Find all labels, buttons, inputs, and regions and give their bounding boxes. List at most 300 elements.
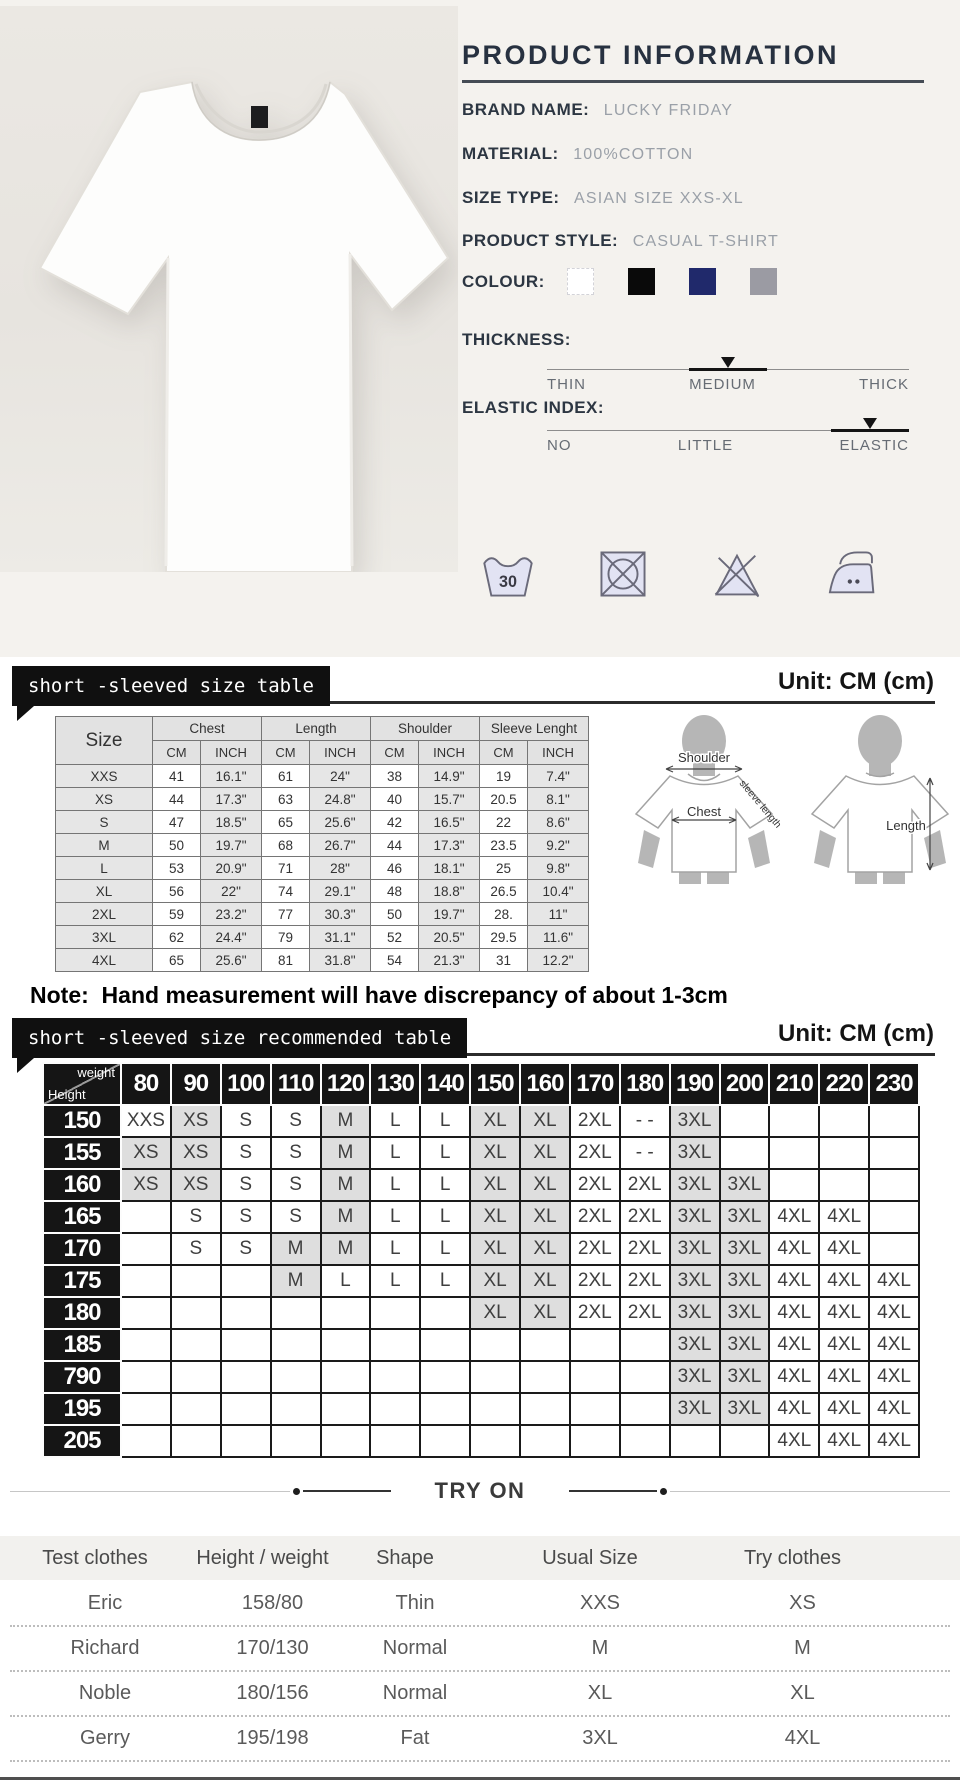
tryon-cell: Richard <box>70 1637 140 1659</box>
recommend-size-cell: 3XL <box>720 1233 770 1265</box>
tryon-cell: XXS <box>579 1592 621 1614</box>
thickness-marker <box>689 368 767 371</box>
recommend-size-cell <box>271 1329 321 1361</box>
weight-header-cell: 170 <box>570 1063 620 1105</box>
tryon-header-cell: Shape <box>376 1546 434 1569</box>
recommend-size-cell <box>769 1169 819 1201</box>
recommend-size-cell: XL <box>470 1201 520 1233</box>
recommend-size-cell: 4XL <box>769 1297 819 1329</box>
recommend-size-cell <box>470 1329 520 1361</box>
tryon-row <box>10 1582 950 1627</box>
size-value-cell: 40 <box>371 788 419 811</box>
height-header-cell: 165 <box>43 1201 121 1233</box>
recommend-size-cell <box>271 1361 321 1393</box>
height-header-cell: 195 <box>43 1393 121 1425</box>
recommend-size-cell: L <box>370 1233 420 1265</box>
size-value-cell: 7.4" <box>528 765 589 788</box>
size-value-cell: 9.2" <box>528 834 589 857</box>
divider-dot-right <box>660 1488 667 1495</box>
recommend-size-cell <box>869 1233 919 1265</box>
recommend-size-cell: S <box>271 1105 321 1137</box>
size-value-cell: 68 <box>262 834 310 857</box>
recommend-size-cell: XL <box>520 1297 570 1329</box>
recommend-row <box>43 1233 919 1265</box>
size-value-cell: 18.8" <box>419 880 480 903</box>
recommend-size-cell <box>221 1265 271 1297</box>
recommend-table-unit: Unit: CM (cm) <box>778 1020 934 1047</box>
size-value-cell: 47 <box>153 811 201 834</box>
weight-header-cell: 150 <box>470 1063 520 1105</box>
size-table-subheader: CM <box>262 741 310 765</box>
recommend-size-cell: L <box>420 1169 470 1201</box>
recommend-size-cell: M <box>321 1201 371 1233</box>
recommend-size-cell <box>370 1393 420 1425</box>
size-value-cell: 61 <box>262 765 310 788</box>
recommend-size-cell <box>221 1425 271 1457</box>
recommend-size-cell: M <box>321 1233 371 1265</box>
size-value-cell: 29.5 <box>480 926 528 949</box>
recommend-size-cell <box>520 1329 570 1361</box>
recommend-size-cell: 3XL <box>670 1297 720 1329</box>
corner-height-label: Height <box>48 1087 86 1102</box>
elastic-slider <box>547 430 909 431</box>
tryon-cell: Normal <box>382 1637 448 1659</box>
size-table-row <box>56 949 589 972</box>
height-header-cell: 150 <box>43 1105 121 1137</box>
recommend-size-cell <box>420 1393 470 1425</box>
recommend-size-cell: 2XL <box>570 1169 620 1201</box>
recommend-size-cell <box>819 1169 869 1201</box>
back-figure <box>812 715 948 884</box>
size-section-rule <box>300 701 935 704</box>
size-value-cell: 8.6" <box>528 811 589 834</box>
recommend-size-cell: XS <box>171 1137 221 1169</box>
recommend-size-cell <box>520 1393 570 1425</box>
size-value-cell: 59 <box>153 903 201 926</box>
recommend-size-cell: L <box>370 1105 420 1137</box>
height-header-cell: 790 <box>43 1361 121 1393</box>
recommend-size-cell: S <box>221 1233 271 1265</box>
tryon-cell: M <box>794 1637 811 1659</box>
recommend-size-cell: XXS <box>121 1105 171 1137</box>
size-table-subheader: CM <box>371 741 419 765</box>
recommend-size-cell: L <box>420 1201 470 1233</box>
recommend-size-cell <box>221 1393 271 1425</box>
size-value-cell: 24" <box>310 765 371 788</box>
recommend-size-cell: XL <box>520 1137 570 1169</box>
recommend-size-cell <box>370 1361 420 1393</box>
size-cell: 3XL <box>56 926 153 949</box>
recommend-size-cell: XL <box>520 1233 570 1265</box>
size-value-cell: 25.6" <box>201 949 262 972</box>
recommend-size-cell <box>869 1169 919 1201</box>
page-title: PRODUCT INFORMATION <box>462 40 839 70</box>
size-cell: M <box>56 834 153 857</box>
divider-line-right <box>670 1491 950 1492</box>
recommend-row <box>43 1297 919 1329</box>
size-value-cell: 30.3" <box>310 903 371 926</box>
size-value-cell: 22 <box>480 811 528 834</box>
recommend-size-cell <box>570 1361 620 1393</box>
recommend-size-cell: 3XL <box>670 1265 720 1297</box>
recommend-size-cell <box>720 1105 770 1137</box>
measurement-note: Note: Hand measurement will have discrepancy of about 1-3cm <box>30 982 728 1008</box>
recommend-size-cell: M <box>321 1169 371 1201</box>
size-value-cell: 9.8" <box>528 857 589 880</box>
recommend-size-cell: L <box>321 1265 371 1297</box>
size-table-ribbon: short -sleeved size table <box>12 666 330 706</box>
recommend-size-cell: XL <box>520 1169 570 1201</box>
tryon-cell: XS <box>789 1592 816 1614</box>
size-table-subheader: CM <box>153 741 201 765</box>
size-value-cell: 46 <box>371 857 419 880</box>
size-type-value: ASIAN SIZE XXS-XL <box>574 190 744 207</box>
height-header-cell: 155 <box>43 1137 121 1169</box>
thickness-label: THICKNESS: <box>462 330 571 349</box>
recommend-size-cell: XS <box>121 1169 171 1201</box>
height-header-cell: 175 <box>43 1265 121 1297</box>
weight-height-corner-cell <box>43 1063 121 1105</box>
height-header-cell: 185 <box>43 1329 121 1361</box>
size-value-cell: 20.5 <box>480 788 528 811</box>
recommend-size-cell <box>171 1425 221 1457</box>
iron-icon <box>824 546 880 602</box>
weight-header-cell: 160 <box>520 1063 570 1105</box>
size-table-subheader: INCH <box>201 741 262 765</box>
tryon-row <box>10 1672 950 1717</box>
size-value-cell: 53 <box>153 857 201 880</box>
recommend-size-cell <box>221 1361 271 1393</box>
recommend-size-cell <box>420 1297 470 1329</box>
recommend-size-cell: - - <box>620 1137 670 1169</box>
recommend-size-cell: M <box>271 1265 321 1297</box>
recommend-size-cell <box>171 1297 221 1329</box>
recommend-size-cell <box>570 1393 620 1425</box>
size-value-cell: 18.1" <box>419 857 480 880</box>
recommend-size-cell: XL <box>470 1105 520 1137</box>
recommend-size-cell <box>420 1361 470 1393</box>
recommend-size-cell <box>121 1265 171 1297</box>
size-value-cell: 41 <box>153 765 201 788</box>
weight-header-cell: 180 <box>620 1063 670 1105</box>
recommend-size-cell: 4XL <box>769 1329 819 1361</box>
size-value-cell: 48 <box>371 880 419 903</box>
weight-header-cell: 100 <box>221 1063 271 1105</box>
recommend-size-cell <box>171 1265 221 1297</box>
do-not-tumble-dry-icon <box>595 546 651 602</box>
recommend-size-cell: 2XL <box>570 1105 620 1137</box>
colour-swatches <box>567 268 777 295</box>
recommend-size-cell <box>570 1425 620 1457</box>
recommend-size-cell: 4XL <box>819 1265 869 1297</box>
elastic-option-little: LITTLE <box>677 437 734 454</box>
size-value-cell: 23.2" <box>201 903 262 926</box>
recommend-size-cell: 3XL <box>670 1361 720 1393</box>
tryon-header-cell: Test clothes <box>42 1546 148 1569</box>
size-value-cell: 74 <box>262 880 310 903</box>
size-value-cell: 52 <box>371 926 419 949</box>
tryon-title: TRY ON <box>434 1478 526 1503</box>
recommend-size-cell <box>171 1393 221 1425</box>
tryon-table-header <box>0 1536 960 1580</box>
recommend-size-cell: L <box>420 1265 470 1297</box>
recommend-row <box>43 1265 919 1297</box>
size-table-group-header: Sleeve Lenght <box>480 717 589 741</box>
size-table-row <box>56 903 589 926</box>
recommend-size-cell: XS <box>171 1169 221 1201</box>
size-table-row <box>56 765 589 788</box>
recommend-size-cell <box>570 1329 620 1361</box>
recommend-size-cell: XL <box>520 1105 570 1137</box>
recommend-size-cell: S <box>221 1137 271 1169</box>
colour-swatch-0 <box>567 268 594 295</box>
chest-diagram-label: Chest <box>687 804 721 819</box>
recommend-size-cell <box>420 1329 470 1361</box>
care-icons-row <box>480 546 880 602</box>
size-table-row <box>56 811 589 834</box>
recommend-size-cell <box>520 1425 570 1457</box>
recommend-size-cell: 3XL <box>670 1169 720 1201</box>
shoulder-diagram-label: Shoulder <box>677 750 731 765</box>
size-cell: 4XL <box>56 949 153 972</box>
recommend-size-cell <box>470 1425 520 1457</box>
size-value-cell: 17.3" <box>419 834 480 857</box>
recommend-size-cell: M <box>321 1105 371 1137</box>
thickness-option-thick: THICK <box>858 376 909 393</box>
brand-value: LUCKY FRIDAY <box>603 102 734 119</box>
recommend-size-cell <box>720 1137 770 1169</box>
product-style-field <box>462 231 779 251</box>
size-value-cell: 26.7" <box>310 834 371 857</box>
size-value-cell: 18.5" <box>201 811 262 834</box>
recommend-size-cell: XL <box>470 1169 520 1201</box>
recommend-size-cell: 4XL <box>819 1201 869 1233</box>
recommend-size-cell: 4XL <box>869 1425 919 1457</box>
product-style-label: PRODUCT STYLE: <box>462 231 619 250</box>
wash-30-icon <box>480 546 536 602</box>
recommend-size-cell: 4XL <box>869 1361 919 1393</box>
size-table-row <box>56 857 589 880</box>
size-table-subheader: CM <box>480 741 528 765</box>
recommend-size-cell: S <box>171 1233 221 1265</box>
size-value-cell: 56 <box>153 880 201 903</box>
size-value-cell: 8.1" <box>528 788 589 811</box>
size-value-cell: 23.5 <box>480 834 528 857</box>
weight-header-cell: 230 <box>869 1063 919 1105</box>
recommend-size-cell: L <box>420 1233 470 1265</box>
recommend-size-cell: XS <box>121 1137 171 1169</box>
size-value-cell: 15.7" <box>419 788 480 811</box>
size-value-cell: 44 <box>371 834 419 857</box>
elastic-pointer-icon <box>863 418 877 429</box>
size-table-unit: Unit: CM (cm) <box>778 668 934 695</box>
size-value-cell: 24.8" <box>310 788 371 811</box>
size-value-cell: 19.7" <box>419 903 480 926</box>
thickness-pointer-icon <box>721 357 735 368</box>
size-table-group-header: Chest <box>153 717 262 741</box>
recommend-size-cell: 4XL <box>769 1425 819 1457</box>
weight-header-cell: 220 <box>819 1063 869 1105</box>
size-type-field <box>462 188 744 208</box>
size-value-cell: 21.3" <box>419 949 480 972</box>
front-figure <box>636 715 783 884</box>
recommend-size-cell: 3XL <box>670 1201 720 1233</box>
recommend-size-cell <box>171 1329 221 1361</box>
recommend-size-cell: 3XL <box>720 1201 770 1233</box>
recommend-size-cell: XL <box>520 1201 570 1233</box>
size-recommend-table <box>42 1062 920 1458</box>
recommend-size-cell <box>121 1329 171 1361</box>
material-field <box>462 144 693 164</box>
recommend-size-cell: 4XL <box>769 1393 819 1425</box>
size-value-cell: 20.5" <box>419 926 480 949</box>
thickness-option-thin: THIN <box>547 376 586 393</box>
recommend-size-cell: 2XL <box>620 1169 670 1201</box>
size-value-cell: 71 <box>262 857 310 880</box>
recommend-size-cell <box>271 1425 321 1457</box>
recommend-size-cell: 4XL <box>869 1393 919 1425</box>
recommend-size-cell: 4XL <box>819 1329 869 1361</box>
recommend-size-cell <box>121 1393 171 1425</box>
tryon-cell: Eric <box>87 1592 123 1614</box>
recommend-size-cell <box>819 1105 869 1137</box>
size-cell: XXS <box>56 765 153 788</box>
recommend-size-cell: 4XL <box>869 1297 919 1329</box>
recommend-size-cell <box>321 1425 371 1457</box>
size-value-cell: 38 <box>371 765 419 788</box>
size-value-cell: 65 <box>262 811 310 834</box>
recommend-size-cell: 3XL <box>720 1393 770 1425</box>
recommend-size-cell: 4XL <box>819 1425 869 1457</box>
recommend-size-cell: 3XL <box>720 1169 770 1201</box>
size-cell: L <box>56 857 153 880</box>
recommend-size-cell: 3XL <box>720 1265 770 1297</box>
size-value-cell: 54 <box>371 949 419 972</box>
length-diagram-label: Length <box>886 818 926 833</box>
recommend-size-cell <box>420 1425 470 1457</box>
size-cell: 2XL <box>56 903 153 926</box>
recommend-size-cell: XL <box>470 1265 520 1297</box>
recommend-size-cell: 3XL <box>670 1393 720 1425</box>
size-value-cell: 81 <box>262 949 310 972</box>
sleeve-length-diagram-label: sleeve length <box>736 778 784 831</box>
recommend-size-cell: L <box>370 1201 420 1233</box>
elastic-option-elastic: ELASTIC <box>839 437 909 454</box>
recommend-size-cell: S <box>171 1201 221 1233</box>
tryon-divider <box>0 1478 960 1504</box>
tryon-cell: 158/80 <box>241 1592 304 1614</box>
recommend-size-cell: L <box>370 1137 420 1169</box>
recommend-size-cell <box>620 1425 670 1457</box>
material-label: MATERIAL: <box>462 144 559 163</box>
tryon-cell: Gerry <box>80 1727 130 1749</box>
corner-weight-label: weight <box>77 1065 115 1080</box>
tryon-table-body <box>0 1582 960 1762</box>
recommend-section-rule <box>432 1053 935 1056</box>
size-value-cell: 31.8" <box>310 949 371 972</box>
weight-header-cell: 80 <box>121 1063 171 1105</box>
recommend-size-cell <box>620 1361 670 1393</box>
size-table-row <box>56 834 589 857</box>
size-value-cell: 50 <box>153 834 201 857</box>
recommend-size-cell: 4XL <box>869 1265 919 1297</box>
recommend-size-cell <box>620 1393 670 1425</box>
size-value-cell: 25 <box>480 857 528 880</box>
recommend-size-cell <box>620 1329 670 1361</box>
recommend-size-cell: 4XL <box>819 1297 869 1329</box>
recommend-size-cell <box>720 1425 770 1457</box>
size-value-cell: 19 <box>480 765 528 788</box>
recommend-size-cell: 4XL <box>869 1329 919 1361</box>
size-table-group-header: Length <box>262 717 371 741</box>
divider-dot-left <box>293 1488 300 1495</box>
tryon-cell: M <box>591 1637 609 1659</box>
size-value-cell: 20.9" <box>201 857 262 880</box>
title-underline <box>462 80 924 83</box>
recommend-size-cell: XL <box>520 1265 570 1297</box>
recommend-size-cell: 4XL <box>769 1265 819 1297</box>
recommend-size-cell <box>171 1361 221 1393</box>
recommend-row <box>43 1137 919 1169</box>
size-value-cell: 44 <box>153 788 201 811</box>
divider-line-left <box>10 1491 290 1492</box>
size-cell: XL <box>56 880 153 903</box>
elastic-label: ELASTIC INDEX: <box>462 398 605 417</box>
recommend-table-ribbon: short -sleeved size recommended table <box>12 1018 467 1058</box>
recommend-size-cell: 2XL <box>570 1297 620 1329</box>
recommend-size-cell <box>370 1425 420 1457</box>
recommend-size-cell <box>370 1329 420 1361</box>
recommend-size-cell: 4XL <box>819 1393 869 1425</box>
tryon-cell: 180/156 <box>236 1682 309 1704</box>
weight-header-cell: 90 <box>171 1063 221 1105</box>
recommend-row <box>43 1169 919 1201</box>
size-value-cell: 42 <box>371 811 419 834</box>
size-value-cell: 63 <box>262 788 310 811</box>
recommend-size-cell: 4XL <box>769 1233 819 1265</box>
colour-row <box>462 268 777 295</box>
weight-header-cell: 190 <box>670 1063 720 1105</box>
size-value-cell: 25.6" <box>310 811 371 834</box>
recommend-size-cell: XL <box>470 1297 520 1329</box>
recommend-size-cell: 2XL <box>570 1233 620 1265</box>
material-value: 100%COTTON <box>573 146 694 163</box>
recommend-size-cell <box>321 1361 371 1393</box>
recommend-size-cell: L <box>420 1137 470 1169</box>
tryon-cell: XL <box>587 1682 613 1704</box>
tryon-header-cell: Height / weight <box>196 1546 329 1569</box>
recommend-size-cell <box>520 1361 570 1393</box>
product-style-value: CASUAL T-SHIRT <box>632 233 780 250</box>
recommend-size-cell <box>321 1329 371 1361</box>
recommend-size-cell <box>121 1233 171 1265</box>
size-value-cell: 22" <box>201 880 262 903</box>
size-value-cell: 28" <box>310 857 371 880</box>
recommend-size-cell: 3XL <box>720 1297 770 1329</box>
tryon-cell: 3XL <box>582 1727 618 1749</box>
recommend-size-cell <box>869 1201 919 1233</box>
size-value-cell: 19.7" <box>201 834 262 857</box>
size-value-cell: 10.4" <box>528 880 589 903</box>
divider-dark-line-right <box>569 1490 657 1492</box>
height-header-cell: 160 <box>43 1169 121 1201</box>
recommend-size-cell: - - <box>620 1105 670 1137</box>
recommend-row <box>43 1425 919 1457</box>
product-info-panel <box>462 0 950 657</box>
thickness-option-medium: MEDIUM <box>689 376 756 393</box>
colour-label: COLOUR: <box>462 271 545 291</box>
recommend-size-cell: 3XL <box>720 1361 770 1393</box>
